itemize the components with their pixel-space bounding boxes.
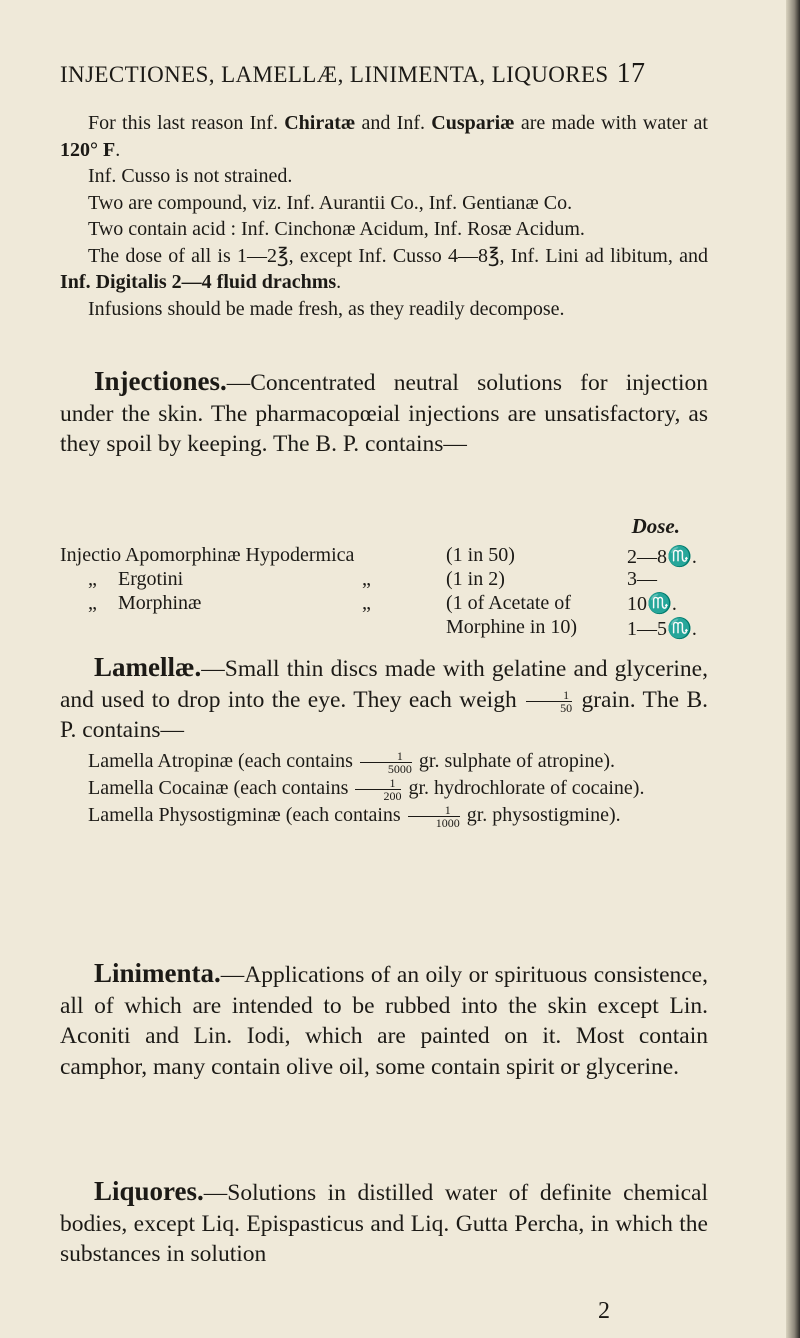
fraction: $\frac{1}{200}$ xyxy=(355,777,401,802)
infusion-paragraph-5: The dose of all is 1—2℥, except Inf. Cusso 4—8℥, Inf. Lini ad libitum, and Inf. Digitalis 2—4 fluid drachms. xyxy=(60,244,708,293)
lamella-item: Lamella Physostigminæ (each contains $\frac{1}{1000}$ gr. physostigmine). xyxy=(88,802,621,830)
lamella-item: Lamella Cocainæ (each contains $\frac{1}{200}$ gr. hydrochlorate of cocaine). xyxy=(88,775,645,803)
lamellae-heading: Lamellæ. xyxy=(94,652,202,682)
dose-row: „ Ergotini „ (1 in 2) 3—10♏. xyxy=(88,568,677,615)
dose-row: „ Morphinæ „ (1 of Acetate of xyxy=(88,592,571,614)
infusion-section xyxy=(60,110,708,322)
infusion-paragraph-3: Two are compound, viz. Inf. Aurantii Co., Inf. Gentianæ Co. xyxy=(88,191,573,214)
dose-row: Injectio Apomorphinæ Hypodermica (1 in 50) 2—8♏. xyxy=(60,544,697,568)
signature-mark: 2 xyxy=(598,1298,610,1324)
injectiones-section xyxy=(60,366,708,460)
running-head-title: INJECTIONES, LAMELLÆ, LINIMENTA, LIQUORES xyxy=(60,62,609,87)
liquores-heading: Liquores. xyxy=(94,1176,204,1206)
linimenta-section xyxy=(60,958,708,1082)
injectiones-heading: Injectiones. xyxy=(94,366,227,396)
lamellae-paragraph: Lamellæ.—Small thin discs made with gelatine and glycerine, and used to drop into the eye. They each weigh $\frac{1}{50}$ grain. The B. P. contains— xyxy=(60,652,708,743)
running-head xyxy=(60,58,700,90)
fraction: $\frac{1}{50}$ xyxy=(526,689,572,714)
infusion-paragraph-6: Infusions should be made fresh, as they readily decompose. xyxy=(88,297,565,320)
infusion-paragraph-4: Two contain acid : Inf. Cinchonæ Acidum, Inf. Rosæ Acidum. xyxy=(88,218,585,240)
injectiones-paragraph: Injectiones.—Concentrated neutral solutions for injection under the skin. The pharmacopœial injections are unsatisfactory, as they spoil by keeping. The B. P. contains— xyxy=(60,366,708,457)
infusion-paragraph-2: Inf. Cusso is not strained. xyxy=(88,165,293,187)
page-number: 17 xyxy=(616,58,646,89)
linimenta-paragraph: Linimenta.—Applications of an oily or spirituous consistence, all of which are intended to be rubbed into the skin except Lin. Aconiti and Lin. Iodi, which are painted on it. Most contain camphor, many contain olive oil, some contain spirit or glycerine. xyxy=(60,958,708,1080)
lamella-item: Lamella Atropinæ (each contains $\frac{1}{5000}$ gr. sulphate of atropine). xyxy=(88,748,615,776)
dose-column-header: Dose. xyxy=(631,514,680,538)
fraction: $\frac{1}{5000}$ xyxy=(360,750,412,775)
liquores-section xyxy=(60,1176,708,1270)
dose-row: Morphine in 10) 1—5♏. xyxy=(446,616,697,640)
page-edge-shadow xyxy=(786,0,800,1338)
lamellae-section xyxy=(60,652,708,746)
liquores-paragraph: Liquores.—Solutions in distilled water of definite chemical bodies, except Liq. Epispasticus and Liq. Gutta Percha, in which the substances in solution xyxy=(60,1176,708,1267)
fraction: $\frac{1}{1000}$ xyxy=(408,804,460,829)
lamellae-list xyxy=(60,748,708,829)
linimenta-heading: Linimenta. xyxy=(94,958,221,988)
infusion-paragraph-1: For this last reason Inf. Chiratæ and Inf. Cuspariæ are made with water at 120° F. xyxy=(60,112,708,161)
